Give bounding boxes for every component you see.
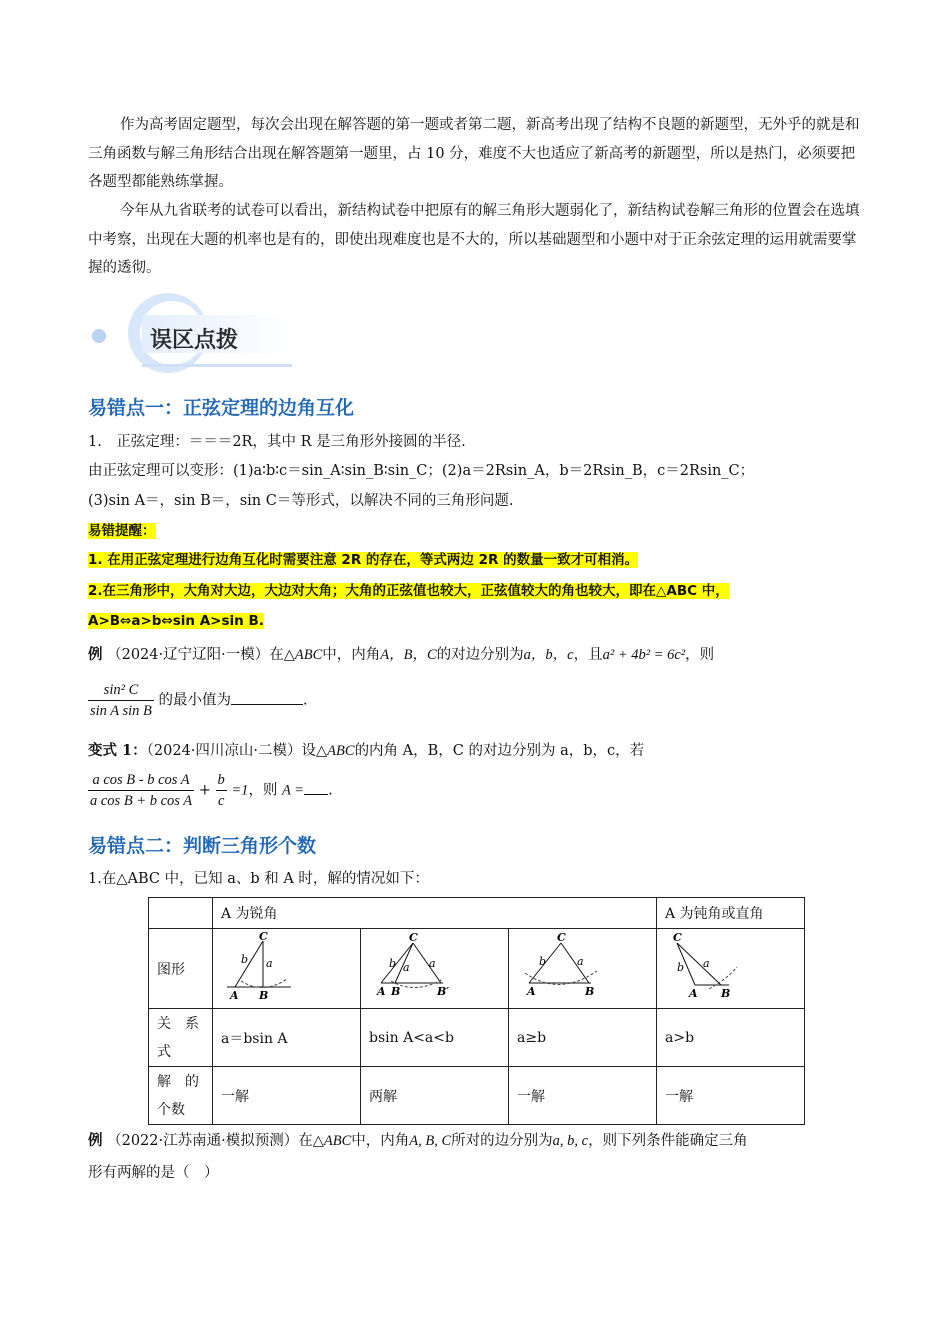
sine-law-line-1: 1. 正弦定理：＝＝＝2R，其中 R 是三角形外接圆的半径. xyxy=(88,434,466,450)
svg-text:a: a xyxy=(403,960,410,974)
svg-text:C: C xyxy=(409,930,418,944)
svg-text:b: b xyxy=(241,952,249,966)
answer-blank xyxy=(231,690,303,705)
tip-2a: 2.在三角形中，大角对大边，大边对大角；大角的正弦值也较大，正弦值较大的角也较大，即在△ABC 中， xyxy=(88,583,729,599)
svg-text:B: B xyxy=(259,988,269,1002)
triangle-figure-4 xyxy=(665,931,785,1003)
sine-law-line-2: 由正弦定理可以变形：(1)a∶b∶c＝sin_A∶sin_B∶sin_C；(2)a＝2Rsin_A，b＝2Rsin_B，c＝2Rsin_C； xyxy=(88,463,755,479)
row-label-relation: 关 系 式 xyxy=(149,1009,213,1067)
triangle-figure-2 xyxy=(369,931,489,1003)
row-label-count: 解 的 个数 xyxy=(149,1067,213,1125)
svg-text:C: C xyxy=(557,930,566,944)
svg-text:A: A xyxy=(377,984,386,998)
count-cell: 两解 xyxy=(361,1067,509,1125)
intro-paragraph-2: 今年从九省联考的试卷可以看出，新结构试卷中把原有的解三角形大题弱化了，新结构试卷解三角形的位置会在选填中考察，出现在大题的机率也是有的，即使出现难度也是不大的，所以基础题型和小题中对于正余弦定理的运用就需要掌握的透彻。 xyxy=(88,203,860,276)
variant-1-fraction-2: $\frac{b}{c}$ xyxy=(217,772,225,809)
variant-1-line-1: 变式 1：（2024·四川凉山·二模）设△ABC的内角 A，B，C 的对边分别为 a，b，c，若 xyxy=(88,742,645,759)
svg-text:C: C xyxy=(673,930,682,944)
svg-text:a: a xyxy=(429,956,436,970)
svg-text:B: B xyxy=(585,984,595,998)
example-2-line-1: 例 （2022·江苏南通·模拟预测）在△ABC中，内角A, B, C所对的边分别为a, b, c，则下列条件能确定三角 xyxy=(88,1132,748,1149)
example-1-line-1: 例 （2024·辽宁辽阳·一模）在△ABC中，内角A，B，C的对边分别为a，b，c，且a² + 4b² = 6c²，则 xyxy=(88,646,715,663)
solution-count-table xyxy=(148,897,805,1125)
relation-cell: bsin A<a<b xyxy=(361,1009,509,1067)
example-1-line-2: $\frac{\text{sin² C}}{\text{sin A sin B}}$ 的最小值为 . xyxy=(90,682,308,719)
answer-blank xyxy=(304,782,328,795)
section2-line-1: 1.在△ABC 中，已知 a、b 和 A 时，解的情况如下： xyxy=(88,871,429,887)
example-2-line-2: 形有两解的是（ ） xyxy=(88,1165,219,1181)
section-banner xyxy=(86,290,296,376)
figure-one-solution-right xyxy=(213,929,361,1009)
svg-text:A: A xyxy=(689,986,698,1000)
svg-text:A: A xyxy=(230,988,239,1002)
sine-law-line-3: (3)sin A＝，sin B＝，sin C＝等形式，以解决不同的三角形问题. xyxy=(88,493,514,509)
section2-heading: 易错点二：判断三角形个数 xyxy=(88,835,317,857)
header-acute: A 为锐角 xyxy=(213,898,657,929)
svg-text:B: B xyxy=(391,984,401,998)
count-cell: 一解 xyxy=(657,1067,805,1125)
svg-text:a: a xyxy=(703,956,710,970)
variant-1-fraction-1: $\frac{\text{a cos B - b cos A}}{\text{a cos B + b cos A}}$ xyxy=(90,772,193,809)
banner-title: 误区点拨 xyxy=(150,328,239,353)
svg-text:b: b xyxy=(389,956,397,970)
figure-one-solution-a-ge-b xyxy=(509,929,657,1009)
section1-heading: 易错点一：正弦定理的边角互化 xyxy=(88,397,355,419)
figure-obtuse xyxy=(657,929,805,1009)
banner-dot-icon xyxy=(92,329,106,343)
svg-text:b: b xyxy=(539,954,547,968)
tip-label: 易错提醒： xyxy=(88,523,156,539)
relation-cell: a≥b xyxy=(509,1009,657,1067)
svg-text:b: b xyxy=(677,960,685,974)
svg-text:B′: B′ xyxy=(437,984,450,998)
header-obtuse: A 为钝角或直角 xyxy=(657,898,805,929)
svg-text:A: A xyxy=(527,984,536,998)
intro-paragraph-1: 作为高考固定题型，每次会出现在解答题的第一题或者第二题，新高考出现了结构不良题的新题型，无外乎的就是和三角函数与解三角形结合出现在解答题第一题里，占 10 分，难度不大也适应了新高考的新题型，所以是热门，必须要把各题型都能熟练掌握。 xyxy=(88,117,860,190)
tip-1: 1. 在用正弦定理进行边角互化时需要注意 2R 的存在，等式两边 2R 的数量一致才可相消。 xyxy=(88,552,639,568)
svg-text:C: C xyxy=(259,930,268,943)
example-1-fraction: $\frac{\text{sin² C}}{\text{sin A sin B}}$ xyxy=(90,682,152,719)
figure-two-solutions xyxy=(361,929,509,1009)
count-cell: 一解 xyxy=(213,1067,361,1125)
row-label-figure: 图形 xyxy=(149,929,213,1009)
svg-text:a: a xyxy=(577,954,584,968)
svg-text:a: a xyxy=(266,956,273,970)
example-1-condition: a² + 4b² = 6c² xyxy=(602,647,686,663)
triangle-figure-3 xyxy=(517,931,637,1003)
tip-2b: A>B⇔a>b⇔sin A>sin B. xyxy=(88,613,264,629)
svg-text:B: B xyxy=(721,986,731,1000)
triangle-figure-1 xyxy=(221,931,341,1003)
count-cell: 一解 xyxy=(509,1067,657,1125)
relation-cell: a>b xyxy=(657,1009,805,1067)
relation-cell: a＝bsin A xyxy=(213,1009,361,1067)
variant-1-line-2: $\frac{\text{a cos B - b cos A}}{\text{a cos B + b cos A}}$ + $\frac{b}{c}$ =1，则 A = . xyxy=(90,772,333,809)
